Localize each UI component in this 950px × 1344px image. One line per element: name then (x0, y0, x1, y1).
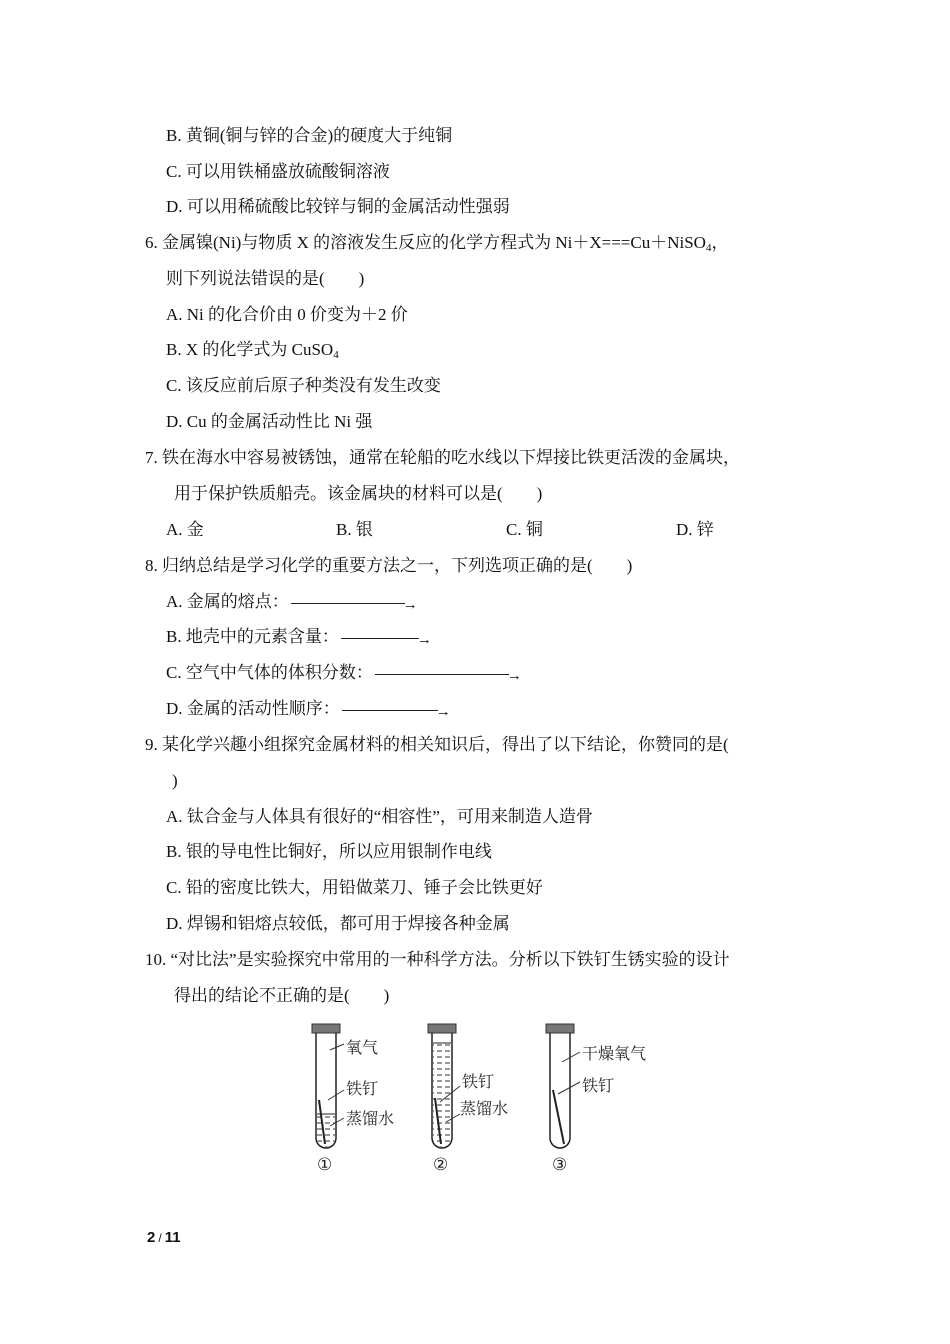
q6-stem-line2: 则下列说法错误的是( ) (166, 269, 365, 288)
q8-d-arrow-line (342, 710, 438, 711)
tube-2-label-water: 蒸馏水 (460, 1101, 509, 1118)
q8-b-arrow-line (341, 638, 419, 639)
q9-stem-line1: 9. 某化学兴趣小组探究金属材料的相关知识后，得出了以下结论，你赞同的是( (145, 735, 729, 754)
page-number: 2 / 11 (147, 1229, 181, 1246)
q8-d-arrow-head: → (435, 704, 451, 720)
test-tube-figure (300, 1018, 670, 1183)
q8-option-c: C. 空气中气体的体积分数： → (166, 661, 522, 688)
tube-1-number: ① (317, 1155, 333, 1174)
q8-option-d: D. 金属的活动性顺序： → (166, 697, 451, 724)
tube-1-water (317, 1114, 335, 1147)
tube-2-stopper (428, 1024, 456, 1033)
tube-1-label-water: 蒸馏水 (346, 1111, 395, 1128)
q7-stem-line2: 用于保护铁质船壳。该金属块的材料可以是( ) (174, 484, 543, 503)
q5-option-d: D. 可以用稀硫酸比较锌与铜的金属活动性强弱 (166, 197, 510, 216)
q8-c-arrow-head: → (506, 668, 522, 684)
q8-c-arrow-line (375, 674, 509, 675)
tube-3 (546, 1024, 646, 1174)
q7-option-a: A. 金 (166, 520, 204, 539)
q6-option-a: A. Ni 的化合价由 0 价变为＋2 价 (166, 305, 408, 324)
tube-2-number: ② (433, 1155, 449, 1174)
q9-option-d: D. 焊锡和铝熔点较低，都可用于焊接各种金属 (166, 914, 510, 933)
q6-option-b: B. X 的化学式为 CuSO$_4$ (166, 340, 339, 361)
q5-option-c: C. 可以用铁桶盛放硫酸铜溶液 (166, 162, 390, 181)
q6-option-d: D. Cu 的金属活动性比 Ni 强 (166, 412, 373, 431)
q9-option-a: A. 钛合金与人体具有很好的“相容性”，可用来制造人造骨 (166, 807, 593, 826)
tube-2-label-nail: 铁钉 (462, 1074, 495, 1091)
q8-a-arrow-line (291, 603, 405, 604)
tube-2 (428, 1024, 508, 1174)
tube-1 (312, 1024, 394, 1174)
tube-1-stopper (312, 1024, 340, 1033)
tube-3-stopper (546, 1024, 574, 1033)
q8-option-b: B. 地壳中的元素含量： → (166, 625, 432, 652)
q8-a-arrow-head: → (402, 597, 418, 613)
q10-stem-line1: 10. “对比法”是实验探究中常用的一种科学方法。分析以下铁钉生锈实验的设计 (145, 950, 730, 969)
tube-3-label-dry-oxygen: 干燥氧气 (582, 1046, 647, 1063)
tube-3-number: ③ (552, 1155, 568, 1174)
q7-stem-line1: 7. 铁在海水中容易被锈蚀，通常在轮船的吃水线以下焊接比铁更活泼的金属块， (145, 448, 740, 467)
tube-1-label-oxygen: 氧气 (346, 1040, 379, 1057)
q8-stem: 8. 归纳总结是学习化学的重要方法之一，下列选项正确的是( ) (145, 556, 633, 575)
q9-option-c: C. 铅的密度比铁大，用铅做菜刀、锤子会比铁更好 (166, 878, 543, 897)
q7-option-c: C. 铜 (506, 520, 543, 539)
q6-stem-line1: 6. 金属镍(Ni)与物质 X 的溶液发生反应的化学方程式为 Ni＋X===Cu＋NiSO$_4$， (145, 233, 729, 254)
q6-option-c: C. 该反应前后原子种类没有发生改变 (166, 376, 441, 395)
q8-b-arrow-head: → (416, 632, 432, 648)
tube-3-nail (553, 1090, 564, 1144)
tube-1-label-nail: 铁钉 (346, 1081, 379, 1098)
q9-stem-line2: ) (172, 771, 178, 790)
q8-option-a: A. 金属的熔点： → (166, 590, 418, 617)
q7-options-row (0, 518, 950, 542)
q9-option-b: B. 银的导电性比铜好，所以应用银制作电线 (166, 842, 492, 861)
q5-option-b: B. 黄铜(铜与锌的合金)的硬度大于纯铜 (166, 126, 453, 145)
tube-3-label-nail: 铁钉 (582, 1078, 615, 1095)
q7-option-b: B. 银 (336, 520, 373, 539)
q10-stem-line2: 得出的结论不正确的是( ) (174, 986, 390, 1005)
q7-option-d: D. 锌 (676, 520, 714, 539)
